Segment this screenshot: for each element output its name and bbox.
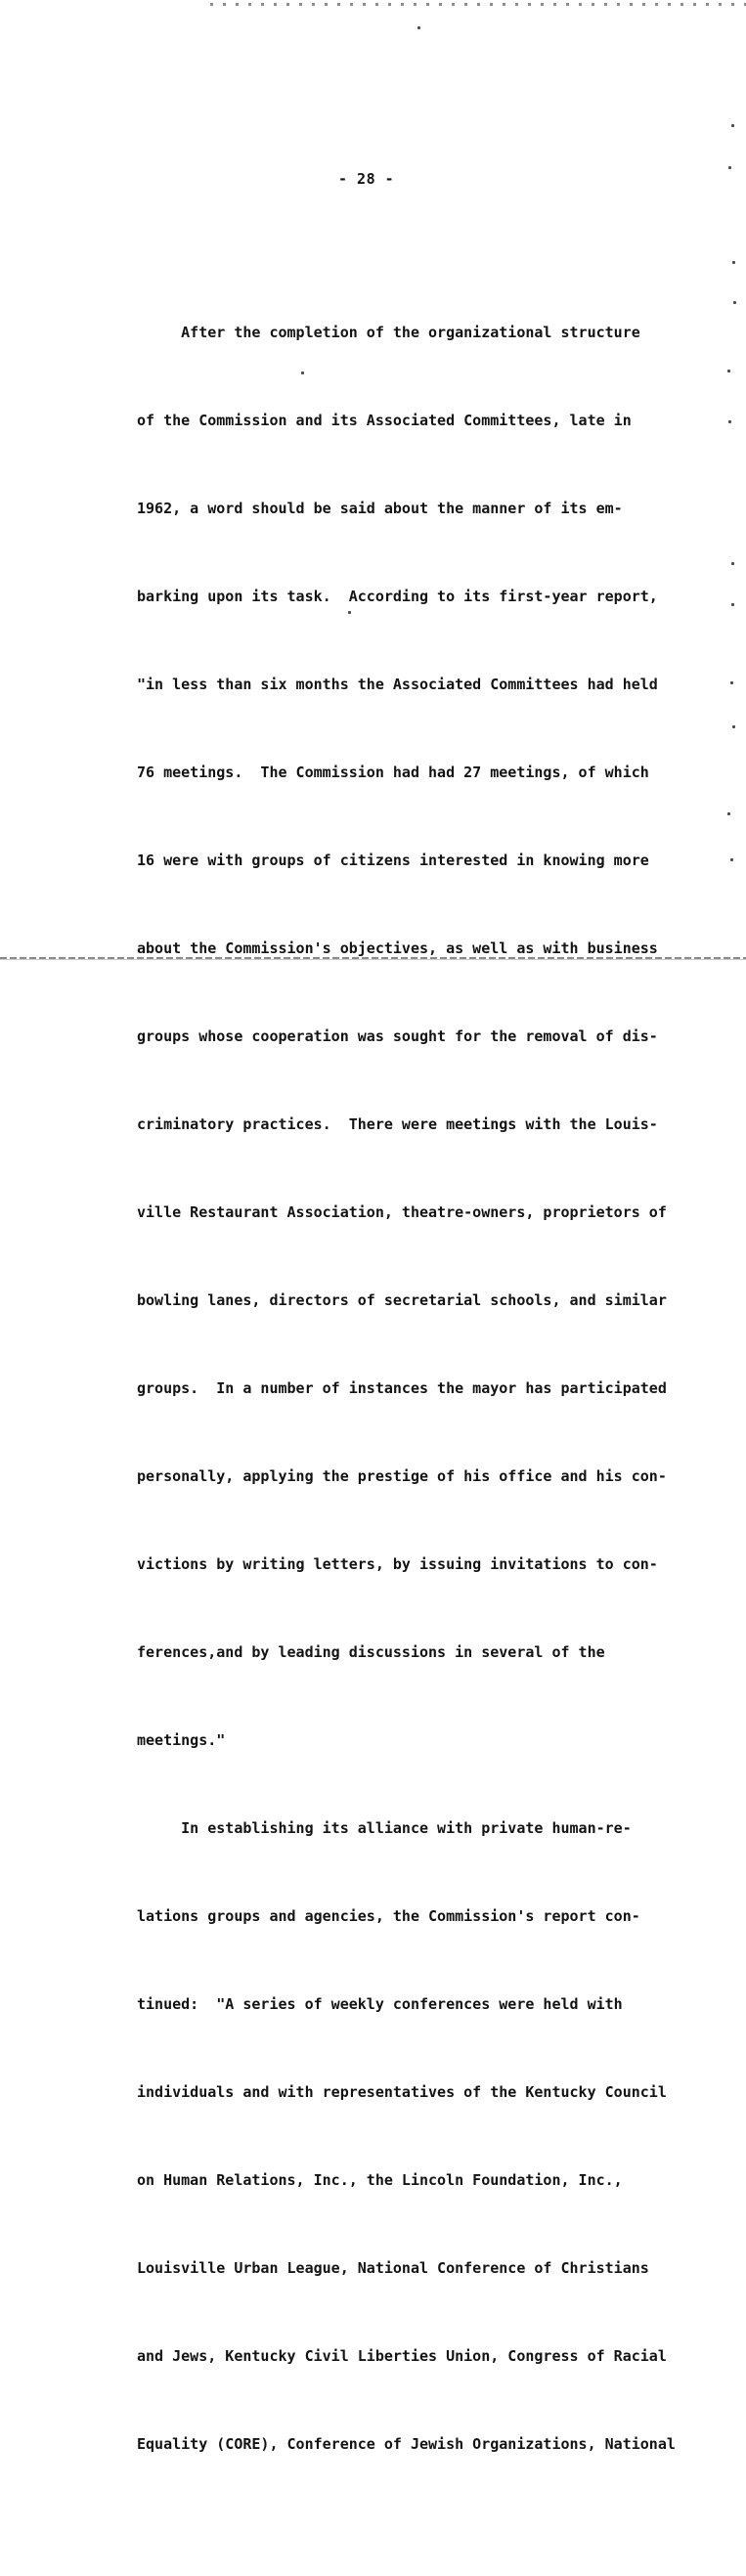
speck-dot xyxy=(732,261,735,264)
body-text xyxy=(137,259,704,2517)
text-line: In establishing its alliance with private human-re- xyxy=(137,1819,632,1837)
text-line: ferences,and by leading discussions in several of the xyxy=(137,1643,605,1661)
top-dotted-rule xyxy=(210,3,746,6)
text-line: tinued: "A series of weekly conferences were held with xyxy=(137,1995,623,2013)
speck-dot xyxy=(301,371,304,374)
text-line: victions by writing letters, by issuing invitations to con- xyxy=(137,1555,658,1573)
speck-dot xyxy=(733,301,736,304)
text-line: After the completion of the organizational structure xyxy=(137,324,640,341)
text-line: groups whose cooperation was sought for the removal of dis- xyxy=(137,1027,658,1045)
text-line: personally, applying the prestige of his office and his con- xyxy=(137,1467,667,1485)
text-line: "in less than six months the Associated Committees had held xyxy=(137,676,658,693)
text-line: and Jews, Kentucky Civil Liberties Union, Congress of Racial xyxy=(137,2347,667,2365)
speck-dot xyxy=(727,812,730,815)
page-number: - 28 - xyxy=(338,170,395,188)
text-line: ville Restaurant Association, theatre-owners, proprietors of xyxy=(137,1203,667,1221)
speck-dot xyxy=(727,370,730,372)
text-line: Equality (CORE), Conference of Jewish Organizations, National xyxy=(137,2435,676,2453)
speck-dot xyxy=(730,858,733,861)
speck-dot xyxy=(728,420,731,423)
speck-dot xyxy=(731,603,734,606)
bottom-broken-rule xyxy=(0,957,746,960)
text-line: groups. In a number of instances the mayor has participated xyxy=(137,1379,667,1397)
text-line: 1962, a word should be said about the manner of its em- xyxy=(137,500,623,517)
text-line: criminatory practices. There were meetings with the Louis- xyxy=(137,1115,658,1133)
speck-dot xyxy=(731,562,734,565)
speck-dot xyxy=(731,124,734,127)
text-line: barking upon its task. According to its first-year report, xyxy=(137,588,658,605)
text-line: Louisville Urban League, National Conference of Christians xyxy=(137,2259,649,2277)
text-line: about the Commission's objectives, as well as with business xyxy=(137,939,658,957)
text-line: lations groups and agencies, the Commission's report con- xyxy=(137,1907,640,1925)
speck-dot xyxy=(728,166,731,169)
speck-dot xyxy=(417,26,420,29)
text-line: of the Commission and its Associated Committees, late in xyxy=(137,412,632,429)
text-line: bowling lanes, directors of secretarial schools, and similar xyxy=(137,1291,667,1309)
text-column xyxy=(137,106,704,2576)
text-line: 16 were with groups of citizens interested in knowing more xyxy=(137,851,649,869)
text-line: 76 meetings. The Commission had had 27 meetings, of which xyxy=(137,764,649,781)
text-line: on Human Relations, Inc., the Lincoln Foundation, Inc., xyxy=(137,2171,623,2189)
speck-dot xyxy=(730,681,733,684)
speck-dot xyxy=(348,611,351,614)
text-line: individuals and with representatives of the Kentucky Council xyxy=(137,2083,667,2101)
speck-dot xyxy=(732,725,735,728)
text-line: meetings." xyxy=(137,1731,226,1749)
